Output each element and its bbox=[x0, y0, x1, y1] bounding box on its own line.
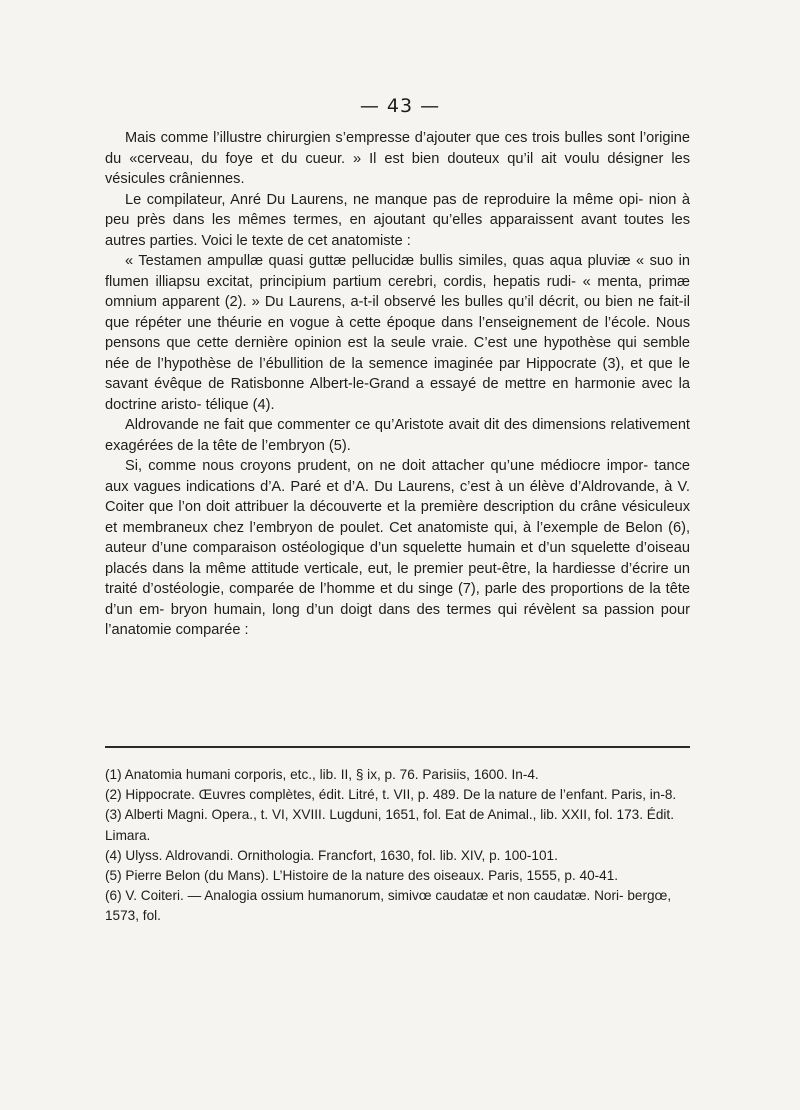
body-text bbox=[105, 128, 690, 641]
footnote: (4) Ulyss. Aldrovandi. Ornithologia. Francfort, 1630, fol. lib. XIV, p. 100-101. bbox=[105, 847, 558, 863]
footnote: (6) V. Coiteri. — Analogia ossium humanorum, simivœ caudatæ et non caudatæ. Nori- bergœ, 1573, fol. bbox=[105, 888, 672, 924]
footnote: (1) Anatomia humani corporis, etc., lib. II, § ix, p. 76. Parisiis, 1600. In-4. bbox=[105, 767, 539, 782]
footnote: (3) Alberti Magni. Opera., t. VI, XVIII. Lugduni, 1651, fol. Eat de Animal., lib. XXII, fol. 173. Édit. Limara. bbox=[105, 807, 674, 843]
footnote: (2) Hippocrate. Œuvres complètes, édit. Litré, t. VII, p. 489. De la nature de l’enfant. Paris, in-8. bbox=[105, 787, 677, 803]
paragraph: « Testamen ampullæ quasi guttæ pellucidæ bullis similes, quas aqua pluviæ « suo in flumen illiapsu excitat, principium partium cerebri, cordis, hepatis rudi- « menta, primæ omnium apparent (2). » Du Laurens, a-t-il observé les bulles qu’il décrit, ou bien ne fait-il que répéter une théurie en vogue à cette époque dans l’enseignement de l’école. Nous pensons que cette dernière opinion est la seule vraie. C’est une hypothèse qui semble née de l’hypothèse de l’ébullition de la semence imaginée par Hippocrate (3), et que le savant évêque de Ratisbonne Albert-le-Grand a essayé de mettre en harmonie avec la doctrine aristo- télique (4). bbox=[105, 253, 690, 413]
page-number: — 43 — bbox=[359, 95, 441, 117]
footnote: (5) Pierre Belon (du Mans). L’Histoire de la nature des oiseaux. Paris, 1555, p. 40-41. bbox=[105, 868, 619, 884]
paragraph: Aldrovande ne fait que commenter ce qu’Aristote avait dit des dimensions relativement exagérées de la tête de l’embryon (5). bbox=[105, 417, 690, 454]
paragraph: Mais comme l’illustre chirurgien s’empresse d’ajouter que ces trois bulles sont l’origine du «cerveau, du foye et du cueur. » Il est bien douteux qu’il ait voulu désigner les vésicules crâniennes. bbox=[105, 130, 690, 187]
footnote-separator bbox=[105, 746, 690, 748]
paragraph: Le compilateur, Anré Du Laurens, ne manque pas de reproduire la même opi‑ nion à peu près dans les mêmes termes, en ajoutant qu’elles apparaissent avant toutes les autres parties. Voici le texte de cet anatomiste : bbox=[105, 191, 690, 249]
paragraph: Si, comme nous croyons prudent, on ne doit attacher qu’une médiocre impor- tance aux vagues indications d’A. Paré et d’A. Du Laurens, c’est à un élève d’Aldrovande, à V. Coiter que l’on doit attribuer la découverte et la première description du crâne vésiculeux et membraneux chez l’embryon de poulet. Cet anatomiste qui, à l’exemple de Belon (6), auteur d’une comparaison ostéologique d’un squelette humain et d’un squelette d’oiseau placés dans la même attitude verticale, eut, le premier peut-être, la hardiesse d’écrire un traité d’ostéologie, comparée de l’homme et du singe (7), parle des proportions de la tête d’un em- bryon humain, long d’un doigt dans des termes qui révèlent sa passion pour l’anatomie comparée : bbox=[105, 458, 690, 638]
footnotes bbox=[105, 765, 690, 927]
